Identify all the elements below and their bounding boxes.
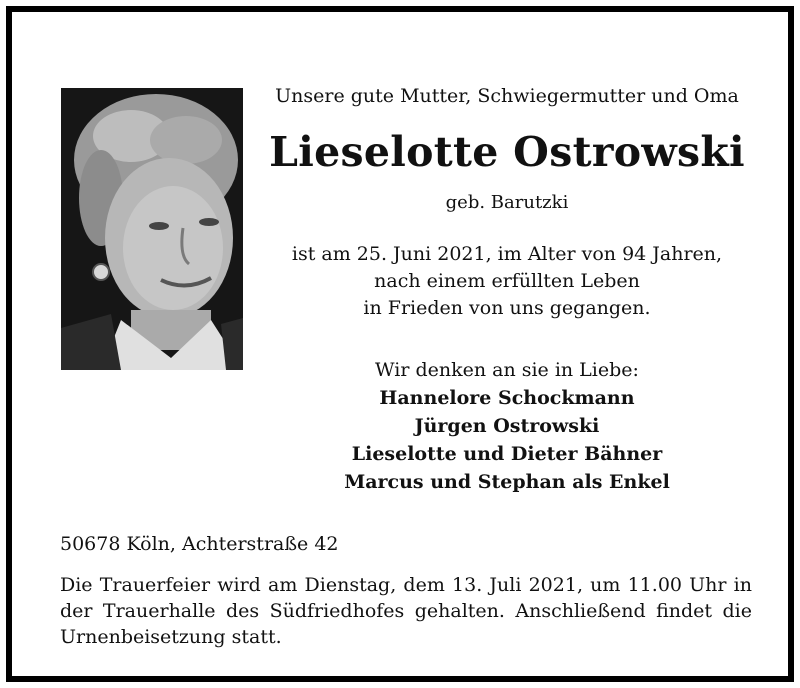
deceased-name: Lieselotte Ostrowski bbox=[269, 128, 745, 176]
funeral-info: Die Trauerfeier wird am Dienstag, dem 13. Juli 2021, um 11.00 Uhr in der Trauerhalle des Südfriedhofes gehalten. Anschließend findet die Urnenbeisetzung statt. bbox=[60, 574, 752, 648]
message-line: nach einem erfüllten Leben bbox=[374, 270, 640, 292]
message-line: in Frieden von uns gegangen. bbox=[363, 297, 651, 319]
obituary-frame bbox=[6, 6, 794, 682]
intro-line: Unsere gute Mutter, Schwiegermutter und Oma bbox=[275, 85, 739, 107]
death-message bbox=[260, 241, 754, 322]
message-line: ist am 25. Juni 2021, im Alter von 94 Jahren, bbox=[291, 243, 723, 265]
mourners-block bbox=[260, 356, 754, 496]
mourner-name: Hannelore Schockmann bbox=[379, 387, 635, 409]
mourner-name: Jürgen Ostrowski bbox=[414, 415, 600, 437]
mourners-intro: Wir denken an sie in Liebe: bbox=[375, 359, 639, 381]
portrait-photo bbox=[61, 88, 243, 370]
mourner-name: Lieselotte und Dieter Bähner bbox=[351, 443, 663, 465]
address: 50678 Köln, Achterstraße 42 bbox=[60, 533, 339, 555]
mourner-name: Marcus und Stephan als Enkel bbox=[344, 471, 670, 493]
portrait-image bbox=[61, 88, 243, 370]
maiden-name: geb. Barutzki bbox=[445, 192, 569, 213]
